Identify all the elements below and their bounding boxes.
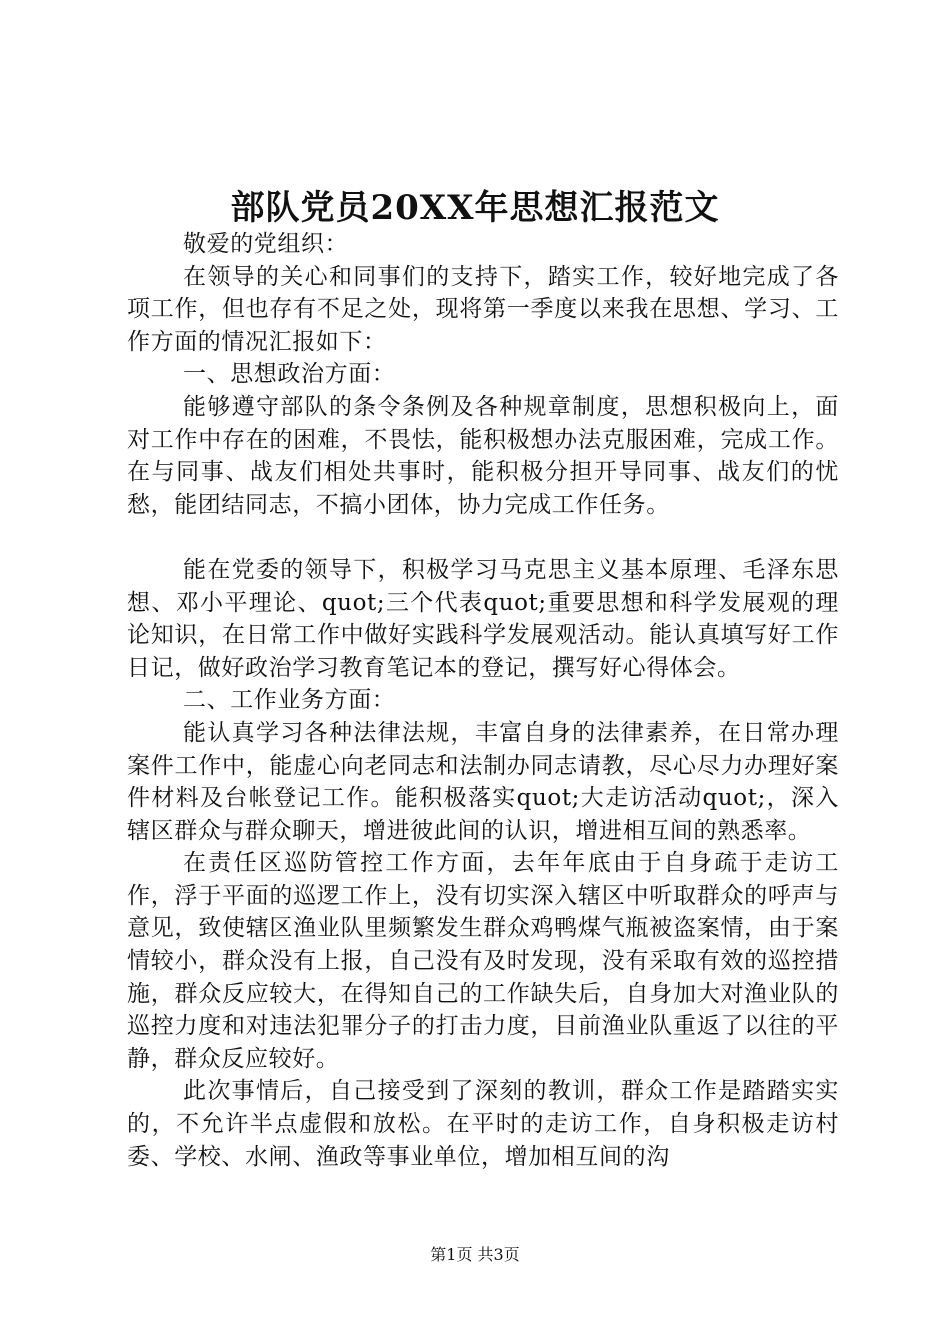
paragraph-discipline: 能够遵守部队的条令条例及各种规章制度，思想积极向上，面对工作中存在的困难，不畏怯，能积极想办法克服困难，完成工作。在与同事、战友们相处共事时，能积极分担开导同事、战友们的忧愁，能团结同志，不搞小团体，协力完成工作任务。 (127, 393, 839, 518)
salutation: 敬爱的党组织： (183, 231, 349, 257)
page-number: 第1页 共3页 (430, 1245, 520, 1264)
intro-paragraph: 在领导的关心和同事们的支持下，踏实工作，较好地完成了各项工作，但也存有不足之处，现将第一季度以来我在思想、学习、工作方面的情况汇报如下： (127, 263, 839, 355)
paragraph-law-study: 能认真学习各种法律法规，丰富自身的法律素养，在日常办理案件工作中，能虚心向老同志和法制办同志请教，尽心尽力办理好案件材料及台帐登记工作。能积极落实quot;大走访活动quot;，深入辖区群众与群众聊天，增进彼此间的认识，增进相互间的熟悉率。 (127, 719, 839, 844)
paragraph-study: 能在党委的领导下，积极学习马克思主义基本原理、毛泽东思想、邓小平理论、quot;三个代表quot;重要思想和科学发展观的理论知识，在日常工作中做好实践科学发展观活动。能认真填写好工作日记，做好政治学习教育笔记本的登记，撰写好心得体会。 (127, 556, 839, 681)
section-heading-work: 二、工作业务方面： (183, 687, 396, 714)
document-body (127, 228, 839, 1173)
document-title: 部队党员20XX年思想汇报范文 (230, 188, 720, 228)
paragraph-lesson: 此次事情后，自己接受到了深刻的教训，群众工作是踏踏实实的，不允许半点虚假和放松。在平时的走访工作，自身积极走访村委、学校、水闸、渔政等事业单位，增加相互间的沟 (127, 1078, 839, 1170)
paragraph-patrol: 在责任区巡防管控工作方面，去年年底由于自身疏于走访工作，浮于平面的巡逻工作上，没有切实深入辖区中听取群众的呼声与意见，致使辖区渔业队里频繁发生群众鸡鸭煤气瓶被盗案情，由于案情较小，群众没有上报，自己没有及时发现，没有采取有效的巡控措施，群众反应较大，在得知自己的工作缺失后，自身加大对渔业队的巡控力度和对违法犯罪分子的打击力度，目前渔业队重返了以往的平静，群众反应较好。 (127, 850, 839, 1072)
blank-line (127, 521, 839, 554)
section-heading-politics: 一、思想政治方面： (183, 361, 396, 388)
